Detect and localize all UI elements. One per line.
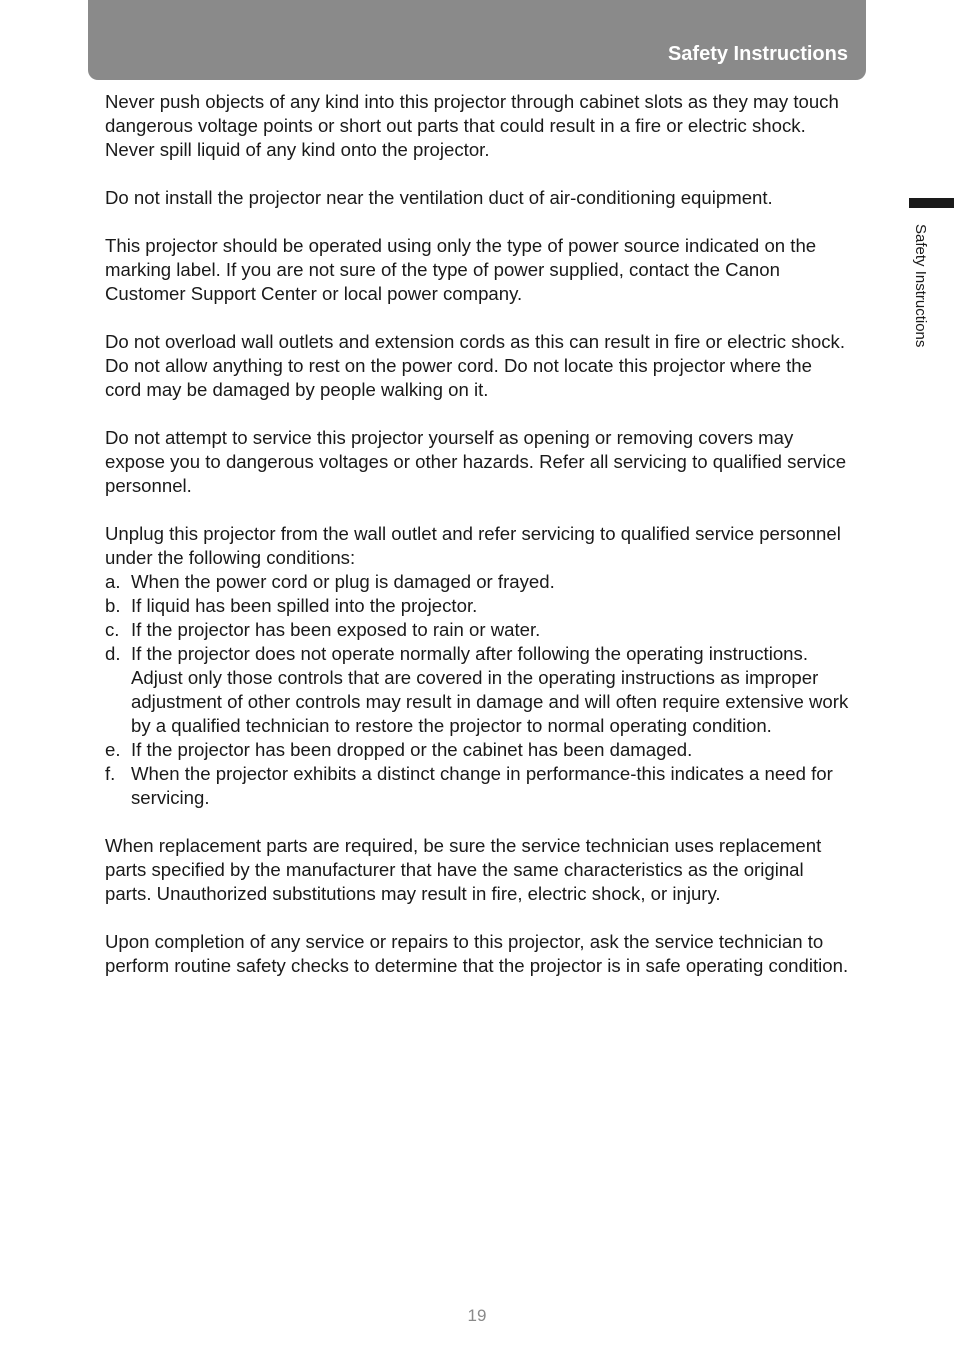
list-item bbox=[105, 570, 850, 594]
page-number: 19 bbox=[467, 1306, 487, 1325]
paragraph-replacement-parts: When replacement parts are required, be sure the service technician uses replacement parts specified by the manufacturer that have the same characteristics as the original parts. Unauthorized substitutions may result in fire, electric shock, or injury. bbox=[105, 835, 822, 904]
list-item bbox=[105, 762, 850, 810]
section-title: Safety Instructions bbox=[667, 43, 848, 65]
list-item-marker: b. bbox=[105, 595, 121, 616]
paragraph-objects-in-slots: Never push objects of any kind into this projector through cabinet slots as they may touch dangerous voltage points or short out parts that could result in a fire or electric shock. Never spill liquid of any kind onto the projector. bbox=[105, 91, 839, 160]
list-item bbox=[105, 738, 850, 762]
list-item-text: If the projector does not operate normally after following the operating instructions. Adjust only those controls that are covered in the operating instructions as improper adjustment of other controls may result in damage and will often require extensive work by a qualified technician to restore the projector to normal operating condition. bbox=[131, 643, 849, 736]
list-item-marker: e. bbox=[105, 739, 121, 760]
list-item-marker: c. bbox=[105, 619, 120, 640]
paragraph-ventilation-duct: Do not install the projector near the ventilation duct of air-conditioning equipment. bbox=[105, 187, 773, 208]
list-item-text: When the power cord or plug is damaged or frayed. bbox=[131, 571, 555, 592]
conditions-intro: Unplug this projector from the wall outlet and refer servicing to qualified service personnel under the following conditions: bbox=[105, 523, 841, 568]
conditions-list bbox=[105, 570, 850, 810]
paragraph-overload-outlets: Do not overload wall outlets and extension cords as this can result in fire or electric shock. Do not allow anything to rest on the power cord. Do not locate this projector where the cord may be damaged by people walking on it. bbox=[105, 331, 845, 400]
list-item-marker: d. bbox=[105, 643, 121, 664]
list-item-text: When the projector exhibits a distinct change in performance-this indicates a need for servicing. bbox=[131, 763, 833, 808]
safety-instructions-body bbox=[105, 90, 850, 1002]
list-item bbox=[105, 642, 850, 738]
list-item bbox=[105, 618, 850, 642]
list-item bbox=[105, 594, 850, 618]
list-item-marker: f. bbox=[105, 763, 116, 784]
side-tab-label: Safety Instructions bbox=[912, 224, 929, 348]
paragraph-do-not-service: Do not attempt to service this projector yourself as opening or removing covers may expose you to dangerous voltages or other hazards. Refer all servicing to qualified service personnel. bbox=[105, 427, 847, 496]
section-header bbox=[88, 0, 866, 80]
list-item-text: If liquid has been spilled into the projector. bbox=[131, 595, 478, 616]
list-item-text: If the projector has been dropped or the cabinet has been damaged. bbox=[131, 739, 693, 760]
list-item-marker: a. bbox=[105, 571, 121, 592]
paragraph-power-source: This projector should be operated using only the type of power source indicated on the marking label. If you are not sure of the type of power supplied, contact the Canon Customer Support Center or local power company. bbox=[105, 235, 817, 304]
list-item-text: If the projector has been exposed to rain or water. bbox=[131, 619, 541, 640]
paragraph-safety-checks: Upon completion of any service or repairs to this projector, ask the service technician to perform routine safety checks to determine that the projector is in safe operating condition. bbox=[105, 931, 849, 976]
side-tab-marker bbox=[909, 198, 954, 208]
